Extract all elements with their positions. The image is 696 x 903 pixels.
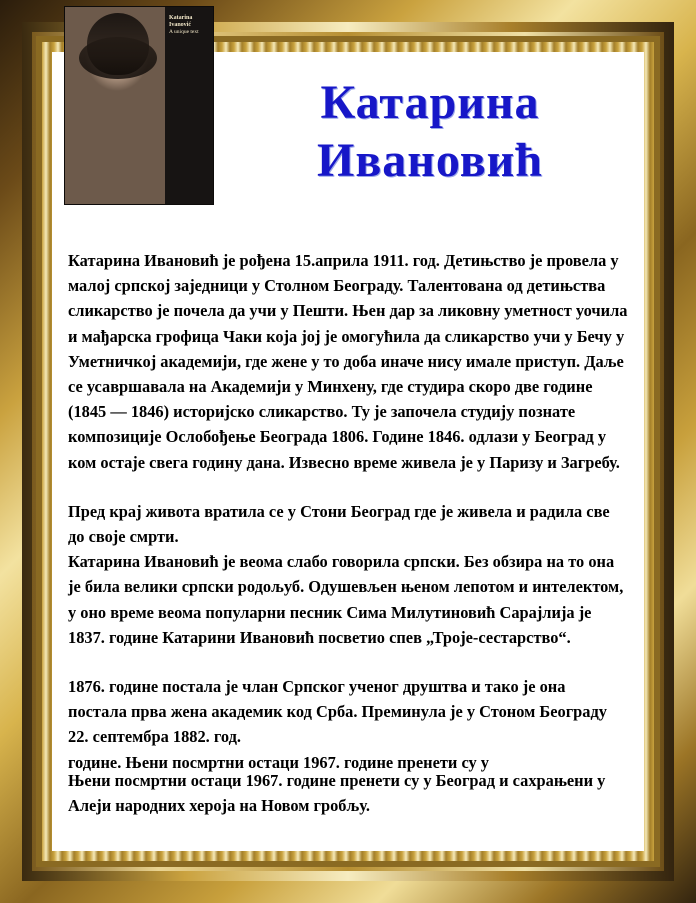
portrait-caption-name: Katarina xyxy=(169,15,193,21)
portrait-caption-surname: Ivanović xyxy=(169,22,192,28)
paragraph-1: Катарина Ивановић је рођена 15.априла 1911. год. Детињство је провела у малој српској заједници у Столном Београду. Талентована од детињства сликарство је почела да учи у Пешти. Њен дар за ликовну уметност уочила и мађарска грофица Чаки која јој је омогућила да сликарство учи у Бечу у Уметничкој академији, где жене у то доба иначе нису имале приступ. Даље се усавршавала на Академији у Минхену, где студира скоро две године (1845 — 1846) историјско сликарство. Ту је започела студију познате композиције Ослобођење Београда 1806. Године 1846. одлази у Београд у ком остаје свега годину дана. Извесно време живела је у Паризу и Загребу. xyxy=(68,251,628,472)
document-header xyxy=(52,15,644,244)
paragraph-4: 1876. године постала је члан Српског ученог друштва и тако је она постала прва жена академик код Срба. Преминула је у Стоном Београду 22. септембра 1882. год. xyxy=(68,677,607,747)
paragraph-5-clipped: године. Њени посмртни остаци 1967. године пренети су у xyxy=(68,752,489,772)
portrait-caption xyxy=(169,15,211,36)
paragraph-2: Пред крај живота вратила се у Стони Београд где је живела и радила све до своје смрти. xyxy=(68,501,610,547)
portrait-photo xyxy=(65,7,165,204)
portrait-caption-sub: A unique text xyxy=(169,29,199,35)
paragraph-6: Њени посмртни остаци 1967. године пренети су у Београд и сахрањени у Алеји народних хероја на Новом гробљу. xyxy=(68,770,606,815)
portrait-hair xyxy=(87,13,149,75)
page-title-line-2: Ивановић xyxy=(317,134,543,187)
document-page xyxy=(52,15,644,851)
portrait-image xyxy=(64,6,214,205)
paragraph-3: Катарина Ивановић је веома слабо говорила српски. Без обзира на то она је била велики српски родољуб. Одушевљен њеном лепотом и интелектом, у оно време веома популарни песник Сима Милутиновић Сарајлија је 1837. године Катарини Ивановић посветио спев „Троје-сестарство“. xyxy=(68,552,624,647)
document-body xyxy=(52,244,644,818)
page-title xyxy=(222,74,638,190)
page-title-line-1: Катарина xyxy=(320,76,540,129)
